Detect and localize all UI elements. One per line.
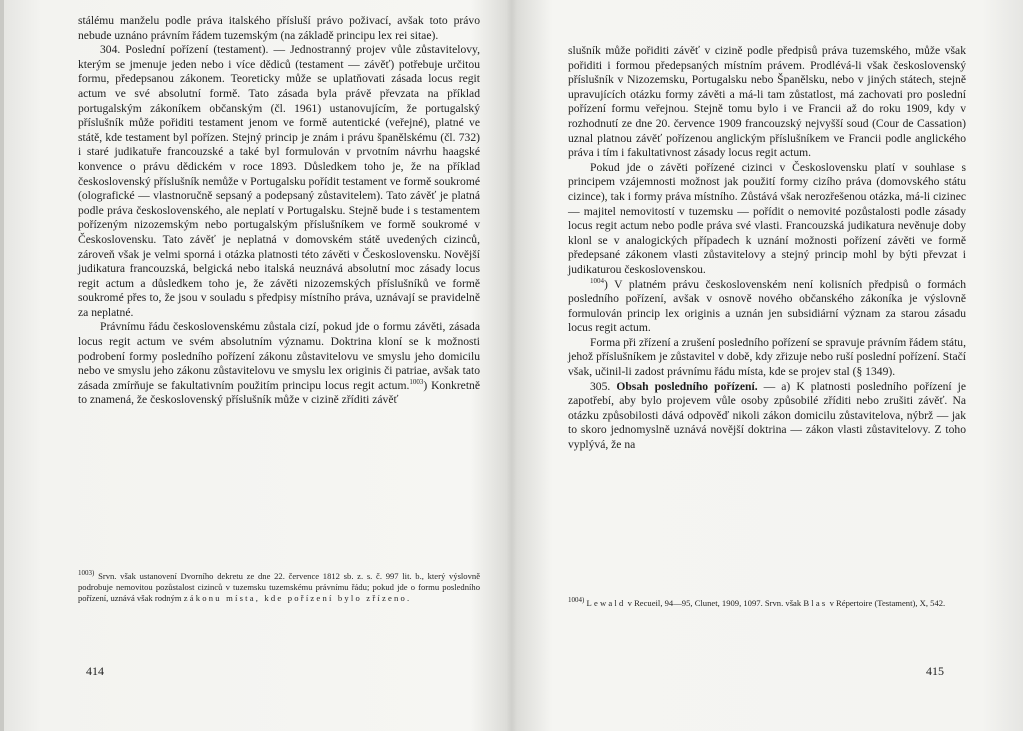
left-footnote-mark: 1003)	[78, 569, 95, 578]
right-footnote-text-a: v Recueil, 94—95, Clunet, 1909, 1097. Srvn. však	[627, 598, 802, 608]
left-paragraph-2-text: 304. Poslední pořízení (testament). — Jednostranný projev vůle zůstavitelovy, kterým se jmenuje jeden nebo i více dědiců (testament — závěť) potřebuje určitou formu, předepsanou zákonem. Teoreticky může se uplatňovati zásada locus regit actum ve své absolutní formě. Tato zásada byla právě převzata na příklad portugalským zákoníkem občanským (čl. 1961) ustanovujícím, že portugalský příslušník může pořiditi testament jenom ve formě autentické (veřejné), platné ve státě, kde testament byl pořízen. Stejný princip je znám i právu španělskému (čl. 732) i staré judikatuře francouzské a také byl formulován v prvotním návrhu haagské konvence o právu dědickém v roce 1893. Důsledkem toho je, že na příklad československý příslušník nemůže v Portugalsku pořídit testament ve formě soukromé (olografické — vlastnoručně sepsaný a podepsaný zůstavitelem). Tato závěť je platná podle práva československého, ale neplatí v Portugalsku. Stejně bude i s testamentem pořízeným nizozemským nebo portugalským příslušníkem ve formě soukromé v Československu. Tato závěť je neplatná v domovském státě uvedených cizinců, zároveň však je velmi sporná i otázka platnosti této závěti v Československu. Novější judikatura francouzská, belgická nebo italská neuznává absolutní moc zásady locus regit actum a důsledkem toho je, že závěti nizozemských příslušníků ve formě soukromé přes to, že jsou v souladu s předpisy místního práva, uznávají se pravidelně za neplatné.	[78, 43, 480, 319]
left-paragraph-3-text: Právnímu řádu československému zůstala cizí, pokud jde o formu závěti, zásada locus regit actum ve svém absolutním významu. Doktrina kloní se k možnosti podrobení formy posledního pořízení zákonu zůstavitelovu ve smyslu jeho domicilu nebo ve smyslu jeho zákonu zůstavitelovu ve smyslu lex originis či patriae, avšak tato zásada zmírňuje se fakultativním použitím principu locus regit actum.	[78, 320, 480, 392]
left-footnote-text: Srvn. však ustanovení Dvorního dekretu ze dne 22. července 1812 sb. z. s. č. 997 lit. b., který výslovně podrobuje nemovitou pozůstalost cizinců v tuzemsku tuzemskému právnímu řádu; pokud jde o formu posledního pořízení, uznává však rodným	[78, 571, 481, 603]
left-paragraph-3: Právnímu řádu československému zůstala cizí, pokud jde o formu závěti, zásada locus regit actum ve svém absolutním významu. Doktrina kloní se k možnosti podrobení formy posledního pořízení zákonu zůstavitelovu ve smyslu jeho domicilu nebo ve smyslu jeho zákonu zůstavitelovu ve smyslu lex originis či patriae, avšak tato zásada zmírňuje se fakultativním použitím principu locus regit actum.$^{1003}$) Konkretně to znamená, že československý příslušník může v cizině zříditi závěť	[78, 320, 480, 407]
right-footnote-text-b: v Répertoire (Testament), X, 542.	[829, 598, 946, 608]
right-page	[512, 0, 1023, 731]
footnote-ref-1004: 1004	[590, 276, 604, 285]
left-page	[0, 0, 510, 731]
section-305	[568, 380, 966, 453]
section-text: — a) K platnosti posledního pořízení je zapotřebí, aby bylo projevem vůle osoby způsobilé zříditi nebo zrušiti závěť. Na otázku způsobilosti dává odpověď nikoli zákon domicilu zůstavitelova, nýbrž — jak to skoro jednomyslně uznává novější doktrina — zákon vlasti zůstavitelovy. Z toho vyplývá, že na	[568, 379, 967, 452]
right-footnote	[568, 598, 966, 609]
left-paragraph-3-closing: Konkretně to znamená, že československý příslušník může v cizině zříditi závěť	[78, 378, 480, 407]
right-paragraph-1: slušník může pořiditi závěť v cizině podle předpisů práva tuzemského, může však pořiditi i formou předepsaných místním právem. Prodlévá-li však československý příslušník v Nizozemsku, Portugalsku nebo Španělsku, nebo v jiných státech, stejně upravujících otázku formy závěti a má-li tam zůstatlost, má zachovati pro poslední pořízení formu veřejnou. Stejně tomu bylo i ve Francii až do roku 1909, kdy v rozhodnutí ze dne 20. července 1909 francouzský nejvyšší soud (Cour de Cassation) uznal platnou závěť pořízenou anglickým příslušníkem ve Francii podle anglického práva i tím i fakultativnost zásady locus regit actum.	[568, 44, 966, 160]
left-text-column	[78, 14, 480, 408]
page-number-right: 415	[926, 664, 944, 678]
section-number: 305.	[590, 379, 611, 393]
left-footnote	[78, 571, 480, 604]
footnote-ref-1003: 1003	[409, 377, 424, 386]
right-paragraph-3-text: V platném právu československém není kolisních předpisů o formách posledního pořízení, avšak v osnově nového občanského zákoníka je výslovně formulován princip lex originis a uznán jen subsidiární význam za starou zásadu locus regit actum.	[568, 277, 966, 335]
right-footnote-mark: 1004)	[568, 596, 585, 605]
right-text-column	[568, 44, 966, 453]
right-paragraph-3: $^{1004}$) V platném právu československém není kolisních předpisů o formách posledního pořízení, avšak v osnově nového občanského zákoníka je výslovně formulován princip lex originis a uznán jen subsidiární význam za starou zásadu locus regit actum.	[568, 276, 966, 335]
page-number-left: 414	[86, 664, 104, 678]
right-paragraph-2: Pokud jde o závěti pořízené cizinci v Československu platí v souhlase s principem vzájemnosti možnost jak použití formy cizího práva (domovského státu cizince), tak i formy práva místního. Zůstává však nerozřešenou otázka, má-li cizinec — majitel nemovitostí v tuzemsku — pořídit o nemovité pozůstalosti podle zásady locus regit actum nebo podle práva své vlasti. Francouzská judikatura nevěnuje doby klonl se v analogických případech k uznání možnosti pořízení závěti ve formě předepsané zákonem vlasti zůstavitelovy a stejný princip mohl by býti převzat i judikaturou československou.	[568, 160, 966, 276]
right-paragraph-4: Forma při zřízení a zrušení posledního pořízení se spravuje právním řádem státu, jehož příslušníkem je zůstavitel v době, kdy zřizuje nebo ruší poslední pořízení. Stačí však, učinil-li zadost právnímu řádu místa, kde se projev stal (§ 1349).	[568, 335, 966, 379]
right-footnote-author-b: Blas	[803, 598, 828, 608]
section-title: Obsah posledního pořízení.	[616, 379, 758, 393]
right-footnote-author-a: Lewald	[586, 598, 626, 608]
left-paragraph-2	[78, 43, 480, 320]
left-footnote-spaced: zákonu místa, kde pořízení bylo zřízeno.	[183, 593, 412, 603]
left-paragraph-1: stálému manželu podle práva italského přísluší právo poživací, avšak toto právo nebude uznáno právním řádem tuzemským (na základě principu lex rei sitae).	[78, 14, 480, 42]
